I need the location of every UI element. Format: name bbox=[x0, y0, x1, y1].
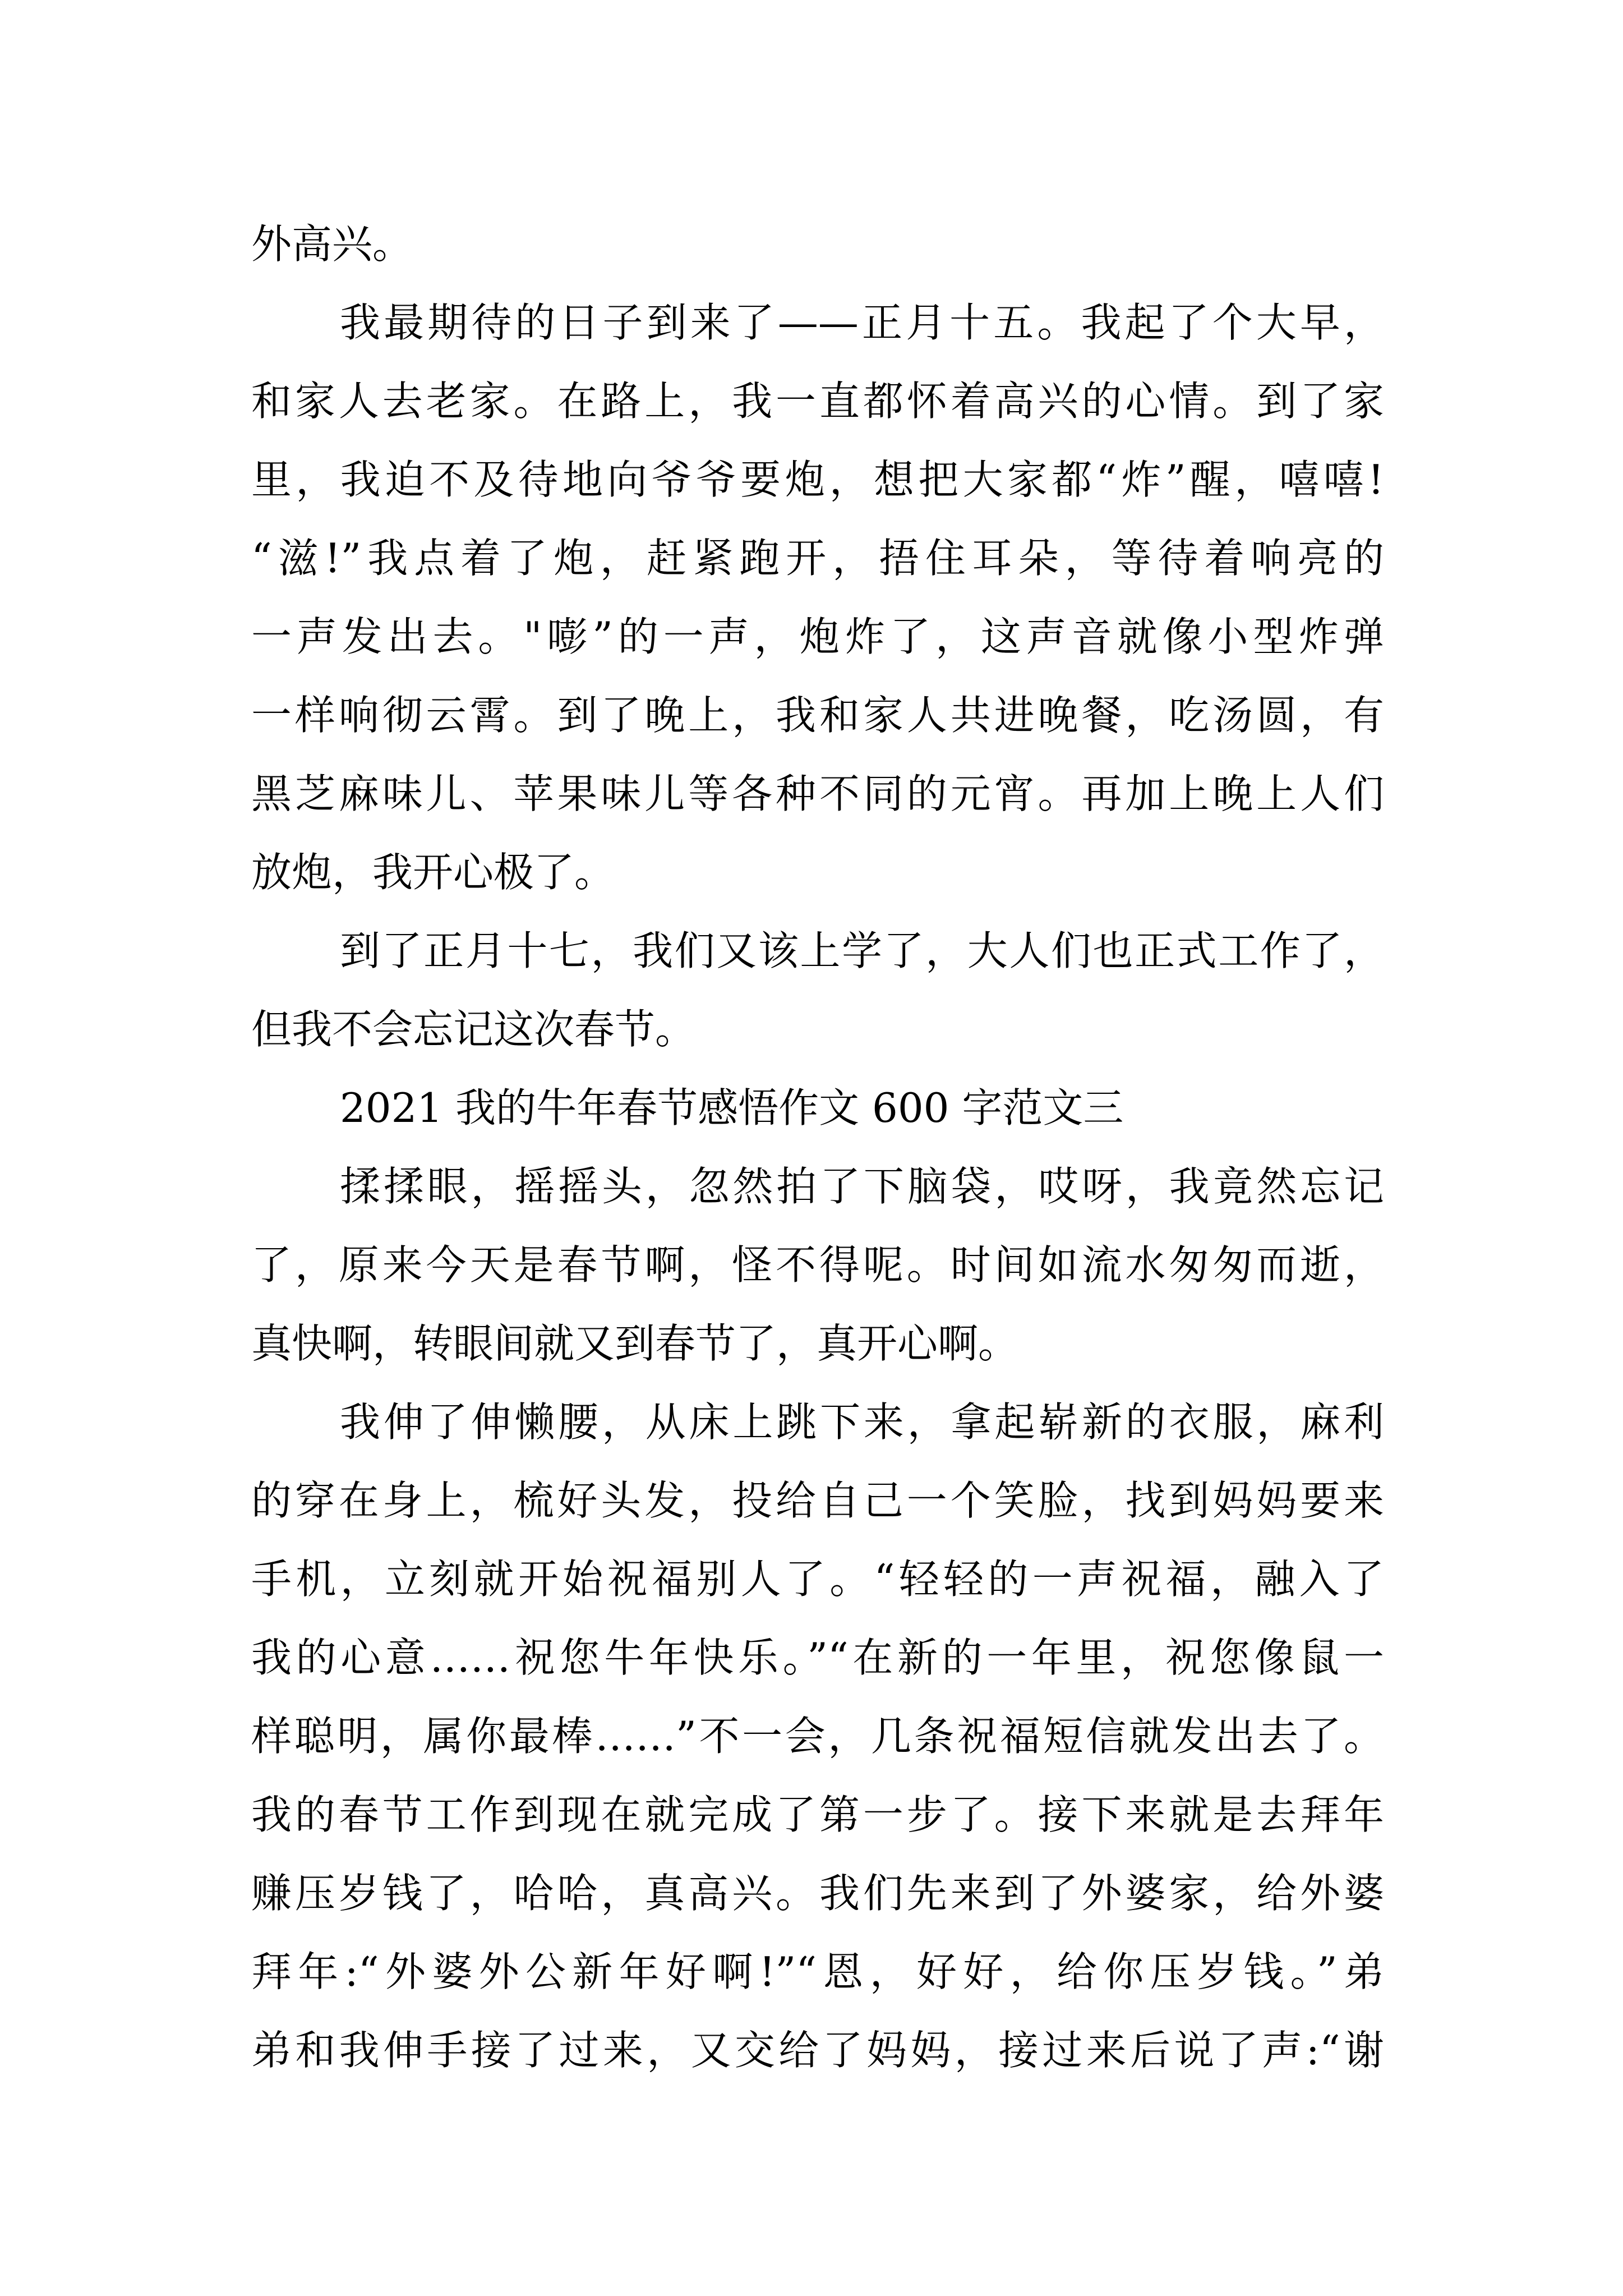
line-text: 的穿在身上，梳好头发，投给自己一个笑脸，找到妈妈要来 bbox=[251, 1477, 1384, 1524]
text-line bbox=[0, 283, 1623, 362]
line-text: 和家人去老家。在路上，我一直都怀着高兴的心情。到了家 bbox=[251, 378, 1384, 425]
line-text: 放炮，我开心极了。 bbox=[251, 849, 615, 896]
text-line bbox=[0, 754, 1623, 833]
line-text: 但我不会忘记这次春节。 bbox=[251, 1006, 696, 1053]
line-text: 样聪明，属你最棒……”不一会，几条祝福短信就发出去了。 bbox=[251, 1713, 1384, 1760]
line-text: 我的心意……祝您牛年快乐。”“在新的一年里，祝您像鼠一 bbox=[251, 1634, 1384, 1681]
text-line bbox=[0, 1304, 1623, 1383]
text-line bbox=[0, 1461, 1623, 1540]
text-line bbox=[0, 912, 1623, 990]
line-text: “滋!”我点着了炮，赶紧跑开，捂住耳朵，等待着响亮的 bbox=[251, 535, 1384, 582]
text-line bbox=[0, 1383, 1623, 1461]
line-text: 了，原来今天是春节啊，怪不得呢。时间如流水匆匆而逝， bbox=[251, 1241, 1384, 1289]
line-text: 我的春节工作到现在就完成了第一步了。接下来就是去拜年 bbox=[251, 1791, 1384, 1838]
text-line bbox=[0, 519, 1623, 597]
line-text: 里，我迫不及待地向爷爷要炮，想把大家都“炸”醒，嘻嘻! bbox=[251, 456, 1384, 503]
line-text: 手机，立刻就开始祝福别人了。“轻轻的一声祝福，融入了 bbox=[251, 1556, 1384, 1603]
text-line bbox=[0, 1697, 1623, 1775]
line-text: 黑芝麻味儿、苹果味儿等各种不同的元宵。再加上晚上人们 bbox=[251, 770, 1384, 817]
text-line bbox=[0, 1775, 1623, 1854]
heading-text: 2021 我的牛年春节感悟作文 600 字范文三 bbox=[340, 1084, 1124, 1131]
line-text: 拜年:“外婆外公新年好啊!”“恩，好好，给你压岁钱。”弟 bbox=[251, 1948, 1384, 1995]
text-line bbox=[0, 1226, 1623, 1304]
text-line bbox=[0, 2011, 1623, 2090]
text-line bbox=[0, 1932, 1623, 2011]
text-line bbox=[0, 1618, 1623, 1697]
section-heading bbox=[0, 1069, 1623, 1147]
text-line bbox=[0, 833, 1623, 912]
text-line bbox=[0, 1854, 1623, 1932]
text-line bbox=[0, 205, 1623, 283]
line-text: 真快啊，转眼间就又到春节了，真开心啊。 bbox=[251, 1320, 1019, 1367]
text-line bbox=[0, 597, 1623, 676]
line-text: 揉揉眼，摇摇头，忽然拍了下脑袋，哎呀，我竟然忘记 bbox=[340, 1163, 1384, 1210]
line-text: 一样响彻云霄。到了晚上，我和家人共进晚餐，吃汤圆，有 bbox=[251, 692, 1384, 739]
text-line bbox=[0, 362, 1623, 440]
text-line bbox=[0, 1147, 1623, 1226]
line-text: 弟和我伸手接了过来，又交给了妈妈，接过来后说了声:“谢 bbox=[251, 2027, 1384, 2074]
line-text: 赚压岁钱了，哈哈，真高兴。我们先来到了外婆家，给外婆 bbox=[251, 1870, 1384, 1917]
line-text: 我伸了伸懒腰，从床上跳下来，拿起崭新的衣服，麻利 bbox=[340, 1398, 1384, 1446]
line-text: 一声发出去。"嘭”的一声，炮炸了，这声音就像小型炸弹 bbox=[251, 613, 1384, 660]
line-text: 我最期待的日子到来了——正月十五。我起了个大早， bbox=[340, 299, 1384, 346]
line-text: 到了正月十七，我们又该上学了，大人们也正式工作了， bbox=[340, 927, 1384, 974]
text-line bbox=[0, 1540, 1623, 1618]
text-line bbox=[0, 440, 1623, 519]
text-line bbox=[0, 990, 1623, 1069]
line-text: 外高兴。 bbox=[251, 220, 413, 268]
text-line bbox=[0, 676, 1623, 754]
